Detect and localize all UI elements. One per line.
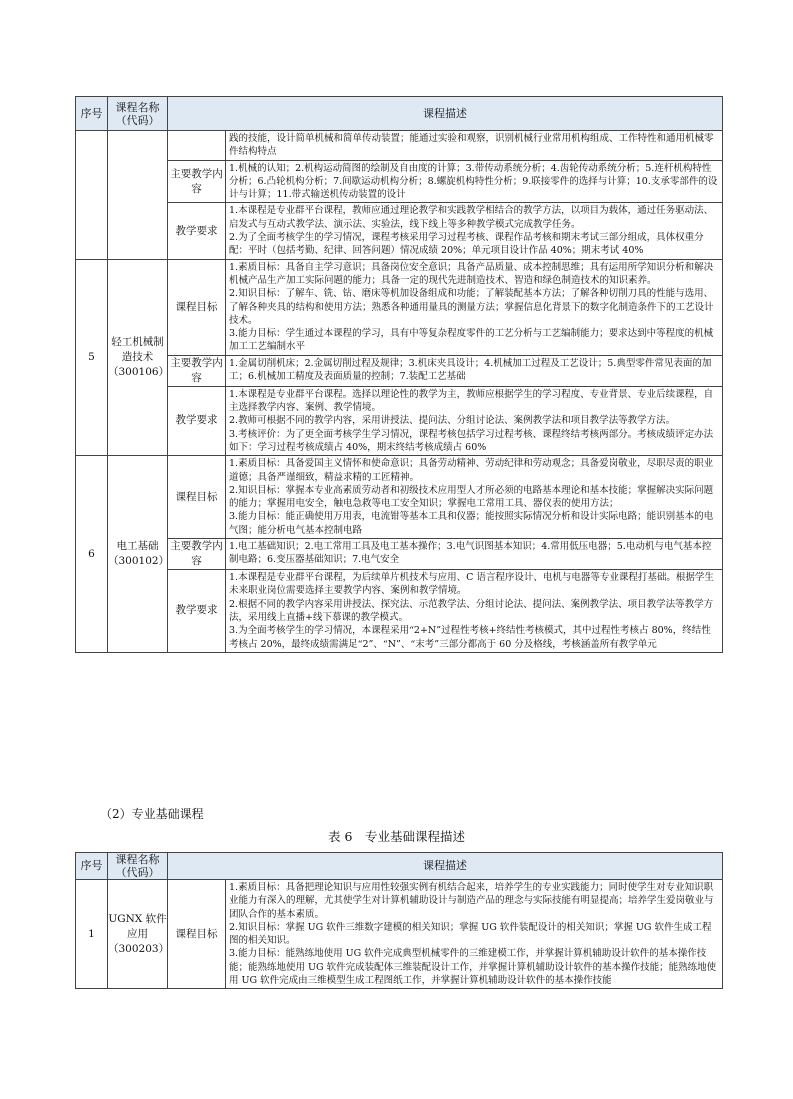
table-header-row — [76, 853, 723, 880]
header-course-name: 课程名称（代码） — [108, 97, 168, 131]
header-no: 序号 — [76, 853, 108, 880]
table-row — [76, 203, 723, 259]
table-row — [76, 160, 723, 203]
course-number: 1 — [76, 880, 108, 989]
row-description: 1.素质目标：具备爱国主义情怀和使命意识；具备劳动精神、劳动纪律和劳动观念；具备爱岗敬业，尽职尽责的职业道德；具备严谨细致，精益求精的工匠精神。 2.知识目标：掌握本专业高素质劳动者和初级技术应用型人才所必须的电路基本理论和基本技能；掌握解决实际问题的能力；掌握用电安全，触电急救等电工安全知识；掌握电工常用工具、器仪表的使用方法； 3.能力目标：能正确使用万用表，电流钳等基本工具和仪器；能按照实际情况分析和设计实际电路；能识别基本的电气图；能分析电气基本控制电路 — [226, 456, 723, 539]
row-label: 教学要求 — [168, 386, 226, 455]
course-name: 轻工机械制造技术（300106） — [108, 259, 168, 456]
course-number: 5 — [76, 259, 108, 456]
row-description: 1.素质目标：具备自主学习意识；具备岗位安全意识；具备产品质量、成本控制思维；具有运用所学知识分析和解决机械产品生产加工实际问题的能力；具备一定的现代先进制造技术、智造和绿色制造技术的知识素养。 2.知识目标：了解车、铣、钻、磨床等机加设备组成和功能；了解装配基本方法；了解各种切削刀具的性能与选用、了解各种夹具的结构和使用方法；熟悉各种通用量具的测量方法；掌握信息化背景下的数字化制造条件下的工艺设计技术。 3.能力目标：学生通过本课程的学习，具有中等复杂程度零件的工艺分析与工艺编制能力；要求达到中等程度的机械加工工艺编制水平 — [226, 259, 723, 355]
header-course-name: 课程名称（代码） — [108, 853, 168, 880]
table-caption: 表 6 专业基础课程描述 — [328, 829, 465, 844]
continued-name-cell — [108, 131, 168, 260]
foundation-course-table — [75, 852, 723, 989]
row-label: 主要教学内容 — [168, 539, 226, 570]
row-label: 教学要求 — [168, 203, 226, 259]
header-description: 课程描述 — [168, 853, 723, 880]
course-table-continued — [75, 96, 723, 653]
table-row — [76, 386, 723, 455]
table-row — [76, 456, 723, 539]
course-number: 6 — [76, 456, 108, 653]
continued-label-cell — [168, 131, 226, 161]
row-description: 1.本课程是专业群平台课程。选择以理论性的教学为主，教师应根据学生的学习程度、专业背景、专业后续课程，自主选择教学内容、案例、教学情境。 2.教师可根据不同的教学内容，采用讲授法、提问法、分组讨论法、案例教学法和项目教学法等教学方法。 3.考核评价：为了更全面考核学生学习情况，课程考核包括学习过程考核、课程终结考核两部分。考核成绩评定办法如下：学习过程考核成绩占 40%，期末终结考核成绩占 60% — [226, 386, 723, 455]
course-name: 电工基础（300102） — [108, 456, 168, 653]
row-label: 课程目标 — [168, 880, 226, 989]
course-name: UGNX 软件应用（300203） — [108, 880, 168, 989]
section-heading: （2）专业基础课程 — [100, 807, 204, 821]
row-label: 课程目标 — [168, 456, 226, 539]
row-description: 1.金属切削机床；2.金属切削过程及规律；3.机床夹具设计；4.机械加工过程及工艺设计；5.典型零件常见表面的加工；6.机械加工精度及表面质量的控制；7.装配工艺基础 — [226, 355, 723, 386]
row-description: 1.电工基础知识；2.电工常用工具及电工基本操作；3.电气识图基本知识；4.常用低压电器；5.电动机与电气基本控制电路；6.变压器基础知识；7.电气安全 — [226, 539, 723, 570]
row-label: 主要教学内容 — [168, 355, 226, 386]
row-description: 1.机械的认知；2.机构运动简图的绘制及自由度的计算；3.带传动系统分析；4.齿轮传动系统分析；5.连杆机构特性分析；6.凸轮机构分析；7.间歇运动机构分析；8.螺旋机构特性分析；9.联接零件的选择与计算；10.支承零部件的设计与计算；11.带式输送机传动装置的设计 — [226, 160, 723, 203]
continued-description: 践的技能，设计简单机械和简单传动装置；能通过实验和观察，识别机械行业常用机构组成、工作特性和通用机械零件结构特点 — [226, 131, 723, 161]
header-no: 序号 — [76, 97, 108, 131]
table-row — [76, 131, 723, 161]
row-description: 1.本课程是专业群平台课程，为后续单片机技术与应用、C 语言程序设计、电机与电器等专业课程打基础。根据学生未来职业岗位需要选择主要教学内容、案例和教学情境。 2.根据不同的教学内容采用讲授法、探究法、示范教学法、分组讨论法、提问法、案例教学法、项目教学法等教学方法，采用线上直播+线下慕课的教学模式。 3.为全面考核学生的学习情况，本课程采用“2+N”过程性考核+终结性考核模式，其中过程性考核占 80%，终结性考核占 20%，最终成绩需满足“2”、“N”、“末考”三部分都高于 60 分及格线，考核涵盖所有教学单元 — [226, 570, 723, 653]
continued-no-cell — [76, 131, 108, 260]
table-row — [76, 355, 723, 386]
row-label: 主要教学内容 — [168, 160, 226, 203]
table-header-row — [76, 97, 723, 131]
table-row — [76, 880, 723, 989]
row-description: 1.素质目标：具备把理论知识与应用性较强实例有机结合起来，培养学生的专业实践能力；同时使学生对专业知识职业能力有深入的理解，尤其使学生对计算机辅助设计与制造产品的理念与实际技能有明显提高；培养学生爱岗敬业与团队合作的基本素质。 2.知识目标：掌握 UG 软件三维数字建模的相关知识；掌握 UG 软件装配设计的相关知识；掌握 UG 软件生成工程图的相关知识。 3.能力目标：能熟练地使用 UG 软件完成典型机械零件的三维建模工作，并掌握计算机辅助设计软件的基本操作技能；能熟练地使用 UG 软件完成装配体三维装配设计工作，并掌握计算机辅助设计软件的基本操作技能；能熟练地使用 UG 软件完成由三维模型生成工程图纸工作，并掌握计算机辅助设计软件的基本操作技能 — [226, 880, 723, 989]
table-row — [76, 570, 723, 653]
table-row — [76, 259, 723, 355]
table-row — [76, 539, 723, 570]
row-description: 1.本课程是专业群平台课程，教师应通过理论教学和实践教学相结合的教学方法，以项目为载体，通过任务驱动法、启发式与互动式教学法、演示法、实验法，线下线上等多种教学模式完成教学任务。 2.为了全面考核学生的学习情况，课程考核采用学习过程考核、课程作品考核和期末考试三部分组成，具体权重分配：平时（包括考勤、纪律、回答问题）情况成绩 20%；单元项目设计作品 40%；期末考试 40% — [226, 203, 723, 259]
row-label: 教学要求 — [168, 570, 226, 653]
row-label: 课程目标 — [168, 259, 226, 355]
header-description: 课程描述 — [168, 97, 723, 131]
